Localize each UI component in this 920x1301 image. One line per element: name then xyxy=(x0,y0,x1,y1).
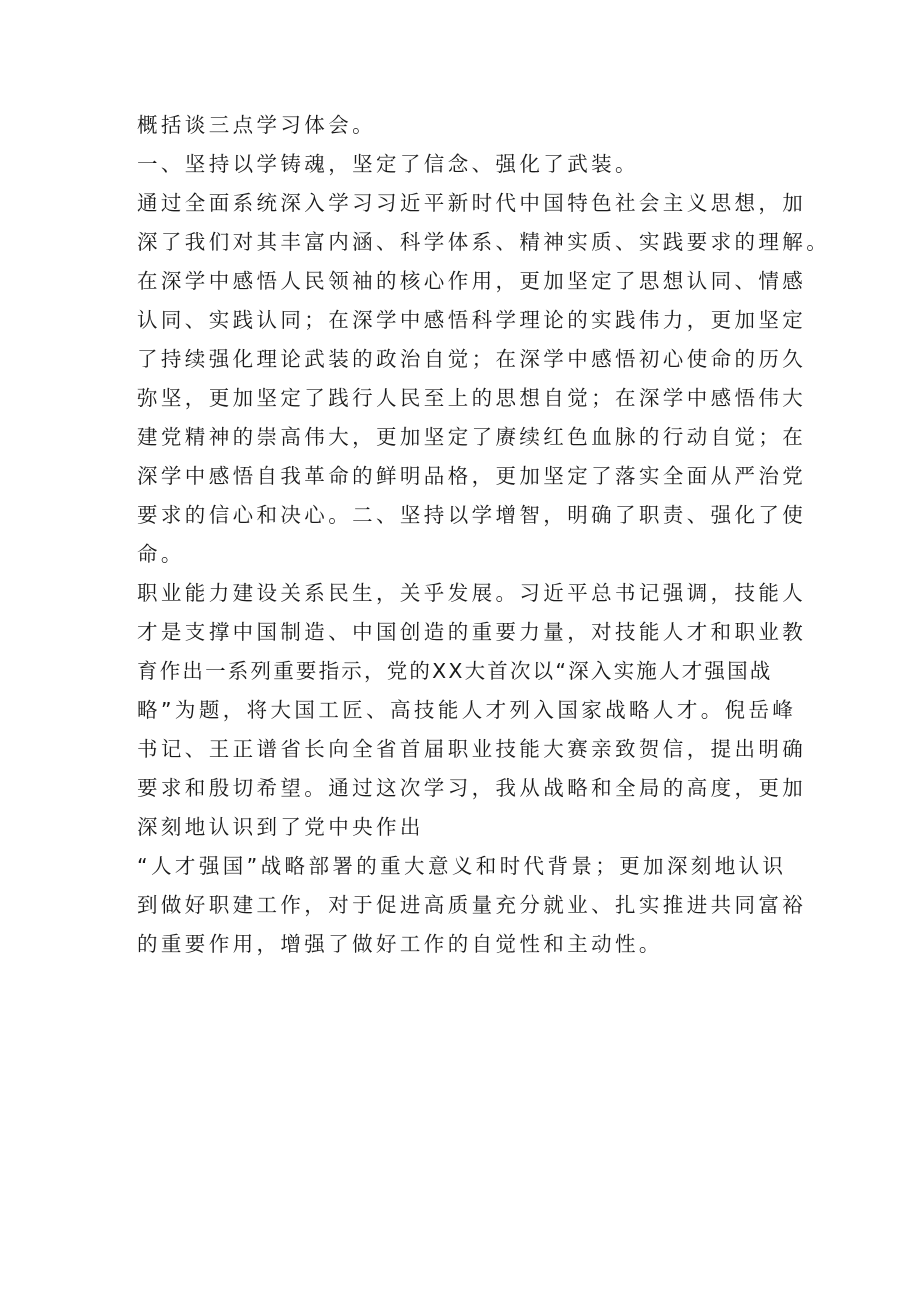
text-line: 建党精神的崇高伟大，更加坚定了赓续红色血脉的行动自觉；在 xyxy=(137,425,807,449)
document-body xyxy=(137,106,831,964)
text-line: 略”为题，将大国工匠、高技能人才列入国家战略人才。倪岳峰 xyxy=(137,698,797,722)
text-line: 深刻地认识到了党中央作出 xyxy=(137,815,424,839)
text-line: 认同、实践认同；在深学中感悟科学理论的实践伟力，更加坚定 xyxy=(137,308,807,332)
section-heading: 一、坚持以学铸魂，坚定了信念、强化了武装。 xyxy=(137,152,639,176)
text-line: “人才强国”战略部署的重大意义和时代背景；更加深刻地认识 xyxy=(137,854,787,878)
text-line: 职业能力建设关系民生，关乎发展。习近平总书记强调，技能人 xyxy=(137,581,807,605)
text-line: 书记、王正谱省长向全省首届职业技能大赛亲致贺信，提出明确 xyxy=(137,737,807,761)
text-line: 概括谈三点学习体会。 xyxy=(137,113,376,137)
text-line: 要求的信心和决心。二、坚持以学增智，明确了职责、强化了使 xyxy=(137,503,807,527)
text-line: 命。 xyxy=(137,542,185,566)
text-line: 要求和殷切希望。通过这次学习，我从战略和全局的高度，更加 xyxy=(137,776,807,800)
text-line: 通过全面系统深入学习习近平新时代中国特色社会主义思想，加 xyxy=(137,191,807,215)
text-line: 深学中感悟自我革命的鲜明品格，更加坚定了落实全面从严治党 xyxy=(137,464,807,488)
text-line: 了持续强化理论武装的政治自觉；在深学中感悟初心使命的历久 xyxy=(137,347,807,371)
text-line: 育作出一系列重要指示，党的XX大首次以“深入实施人才强国战 xyxy=(137,659,773,683)
text-line: 才是支撑中国制造、中国创造的重要力量，对技能人才和职业教 xyxy=(137,620,807,644)
text-line: 弥坚，更加坚定了践行人民至上的思想自觉；在深学中感悟伟大 xyxy=(137,386,807,410)
text-line: 到做好职建工作，对于促进高质量充分就业、扎实推进共同富裕 xyxy=(137,893,807,917)
text-line: 深了我们对其丰富内涵、科学体系、精神实质、实践要求的理解。 xyxy=(137,230,831,254)
text-line: 在深学中感悟人民领袖的核心作用，更加坚定了思想认同、情感 xyxy=(137,269,807,293)
text-line: 的重要作用，增强了做好工作的自觉性和主动性。 xyxy=(137,932,663,956)
